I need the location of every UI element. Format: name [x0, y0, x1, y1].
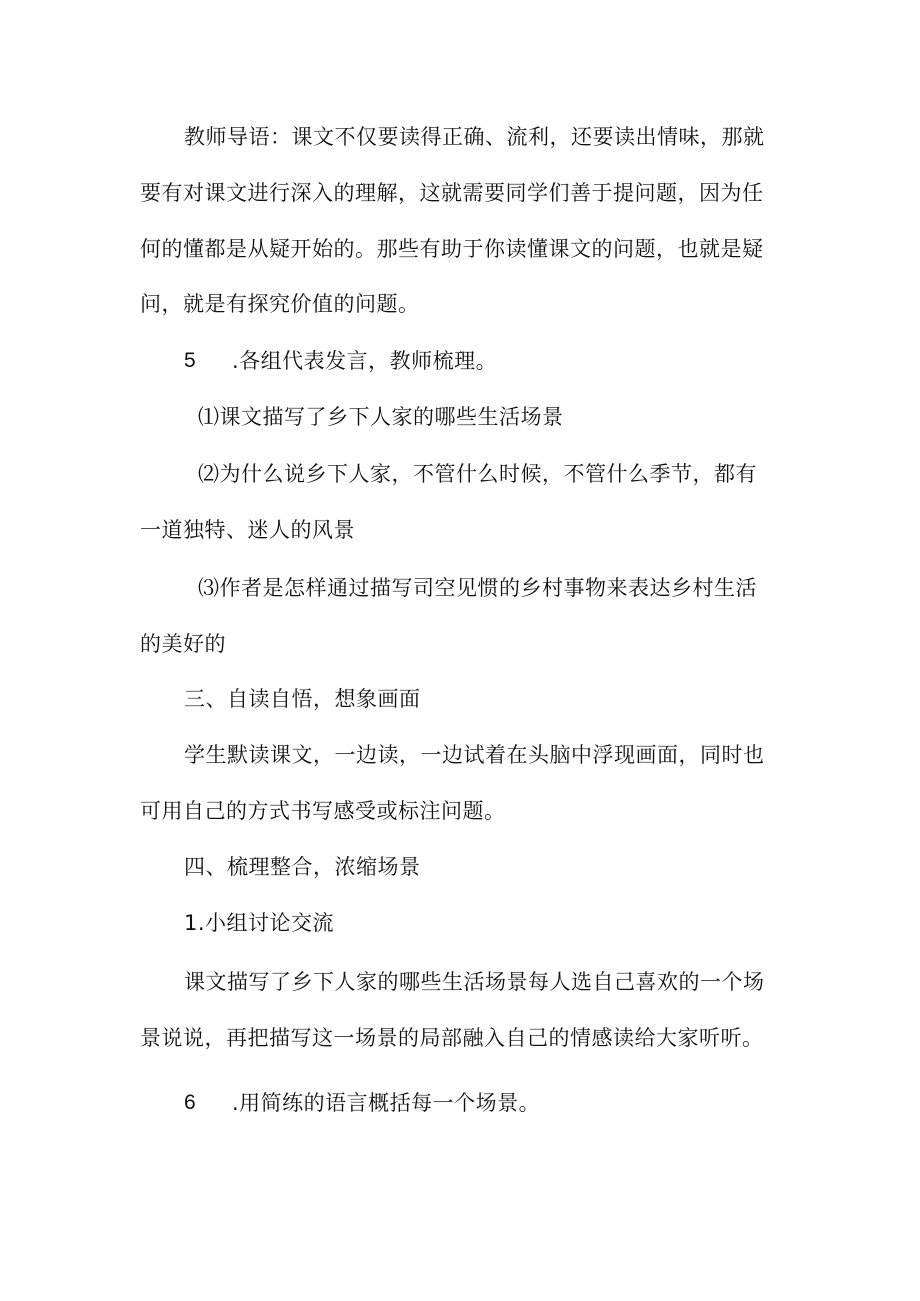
question-3-line-1: ⑶作者是怎样通过描写司空见惯的乡村事物来表达乡村生活: [198, 576, 757, 600]
section-3-heading: 三、自读自悟，想象画面: [184, 687, 421, 711]
item-5-text: .各组代表发言，教师梳理。: [232, 349, 498, 373]
item-5-number: 5: [184, 349, 196, 372]
question-3-line-2: 的美好的: [140, 632, 226, 656]
paragraph-1-line-2: 要有对课文进行深入的理解，这就需要同学们善于提问题，因为任: [140, 181, 764, 205]
paragraph-1-line-3: 何的懂都是从疑开始的。那些有助于你读懂课文的问题，也就是疑: [140, 237, 764, 261]
question-2-line-2: 一道独特、迷人的风景: [140, 518, 355, 542]
question-2-line-1: ⑵为什么说乡下人家，不管什么时候，不管什么季节，都有: [198, 462, 757, 486]
step-1: 1.小组讨论交流: [184, 911, 335, 935]
item-6-number: 6: [184, 1091, 196, 1114]
paragraph-3-line-2: 景说说，再把描写这一场景的局部融入自己的情感读给大家听听。: [140, 1026, 764, 1050]
paragraph-2-line-1: 学生默读课文，一边读，一边试着在头脑中浮现画面，同时也: [184, 743, 765, 767]
question-1: ⑴课文描写了乡下人家的哪些生活场景: [198, 405, 564, 429]
paragraph-1-line-1: 教师导语：课文不仅要读得正确、流利，还要读出情味，那就: [184, 125, 765, 149]
section-4-heading: 四、梳理整合，浓缩场景: [184, 855, 421, 879]
paragraph-2-line-2: 可用自己的方式书写感受或标注问题。: [140, 799, 506, 823]
item-6-text: .用简练的语言概括每一个场景。: [232, 1091, 541, 1115]
paragraph-1-line-4: 问，就是有探究价值的问题。: [140, 292, 420, 316]
paragraph-3-line-1: 课文描写了乡下人家的哪些生活场景每人选自己喜欢的一个场: [184, 970, 765, 994]
